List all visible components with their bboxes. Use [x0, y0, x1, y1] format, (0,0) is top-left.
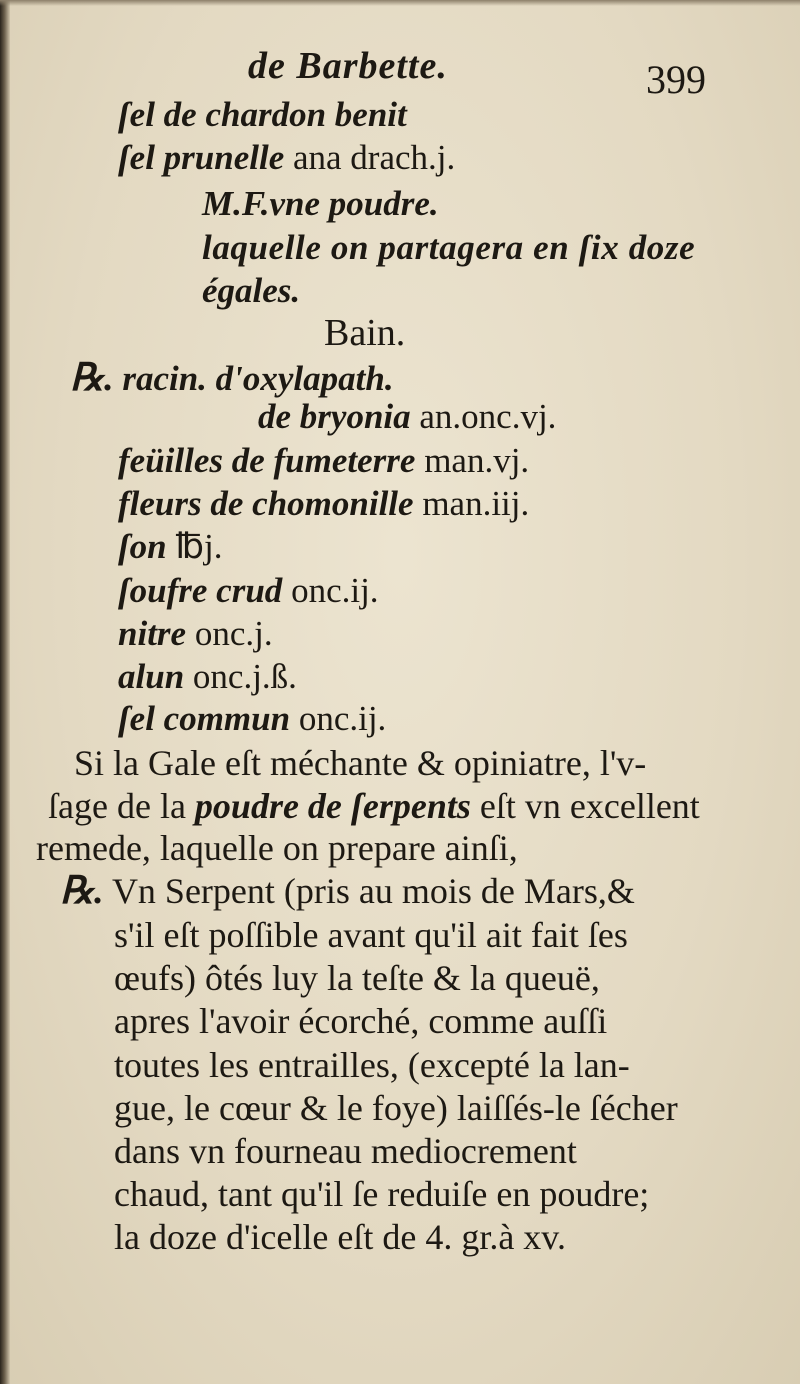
ingredient-quantity: onc.j.ß.	[192, 657, 297, 696]
ingredient-name: ſel de chardon benit	[118, 95, 407, 134]
recipe-line	[60, 871, 635, 911]
recipe-line	[118, 657, 297, 697]
recipe-instruction: M.F.vne poudre.	[202, 184, 439, 223]
recipe-line	[118, 614, 273, 654]
recipe-line	[118, 138, 455, 178]
ingredient-name: fleurs de chomonille	[118, 484, 414, 523]
recipe-text: s'il eſt poſſible avant qu'il ait fait ſes	[114, 915, 628, 955]
recipe-line	[70, 358, 394, 399]
ingredient-quantity: onc.ij.	[298, 699, 387, 738]
recipe-line	[258, 397, 556, 437]
recipe-text: dans vn fourneau mediocrement	[114, 1131, 577, 1171]
paragraph-text: eſt vn excellent	[470, 786, 700, 826]
paragraph-text: ſage de la	[48, 786, 195, 826]
page-gutter	[0, 0, 10, 1384]
ingredient-name: ſel commun	[118, 699, 291, 738]
ingredient-name: alun	[118, 657, 185, 696]
ingredient-quantity: onc.j.	[194, 614, 273, 653]
running-title: de Barbette.	[248, 45, 448, 87]
ingredient-quantity: man.iij.	[422, 484, 530, 523]
ingredient-name: racin. d'oxylapath.	[122, 359, 394, 398]
paragraph-emphasis: poudre de ſerpents	[194, 786, 471, 826]
ingredient-quantity: man.vj.	[424, 441, 530, 480]
recipe-line	[118, 699, 386, 739]
recipe-text: gue, le cœur & le foye) laiſſés-le ſécher	[114, 1088, 678, 1128]
recipe-line	[118, 95, 407, 135]
ingredient-name: ſon	[118, 527, 167, 566]
ingredient-quantity: an.onc.vj.	[419, 397, 557, 436]
page-top-edge	[0, 0, 800, 6]
recipe-text: apres l'avoir écorché, comme auſſi	[114, 1001, 608, 1041]
ingredient-name: ſoufre crud	[118, 571, 283, 610]
ingredient-quantity: ℔j.	[175, 527, 223, 566]
ingredient-name: de bryonia	[258, 397, 411, 436]
ingredient-name: nitre	[118, 614, 187, 653]
section-heading: Bain.	[324, 312, 406, 354]
recipe-symbol-icon: ℞.	[70, 357, 114, 399]
ingredient-quantity: onc.ij.	[291, 571, 379, 610]
recipe-symbol-icon: ℞.	[60, 870, 104, 912]
recipe-text: chaud, tant qu'il ſe reduiſe en poudre;	[114, 1174, 650, 1214]
recipe-text: œufs) ôtés luy la teſte & la queuë,	[114, 958, 600, 998]
recipe-line	[118, 527, 222, 567]
recipe-instruction: égales.	[202, 271, 301, 310]
ingredient-name: ſel prunelle	[118, 138, 285, 177]
recipe-line	[118, 484, 529, 524]
paragraph-line: Si la Gale eſt méchante & opiniatre, l'v-	[74, 743, 647, 783]
ingredient-quantity: ana drach.j.	[292, 138, 456, 177]
recipe-line	[118, 441, 529, 481]
ingredient-name: feüilles de fumeterre	[118, 441, 416, 480]
recipe-instruction: laquelle on partagera en ſix doze	[202, 228, 696, 267]
recipe-line	[118, 571, 379, 611]
recipe-text: Vn Serpent (pris au mois de Mars,&	[111, 871, 635, 911]
paragraph-line: remede, laquelle on prepare ainſi,	[36, 828, 518, 868]
page-number: 399	[646, 57, 706, 102]
recipe-text: la doze d'icelle eſt de 4. gr.à xv.	[114, 1217, 566, 1257]
paragraph-line	[48, 786, 700, 826]
recipe-text: toutes les entrailles, (excepté la lan-	[114, 1045, 630, 1085]
